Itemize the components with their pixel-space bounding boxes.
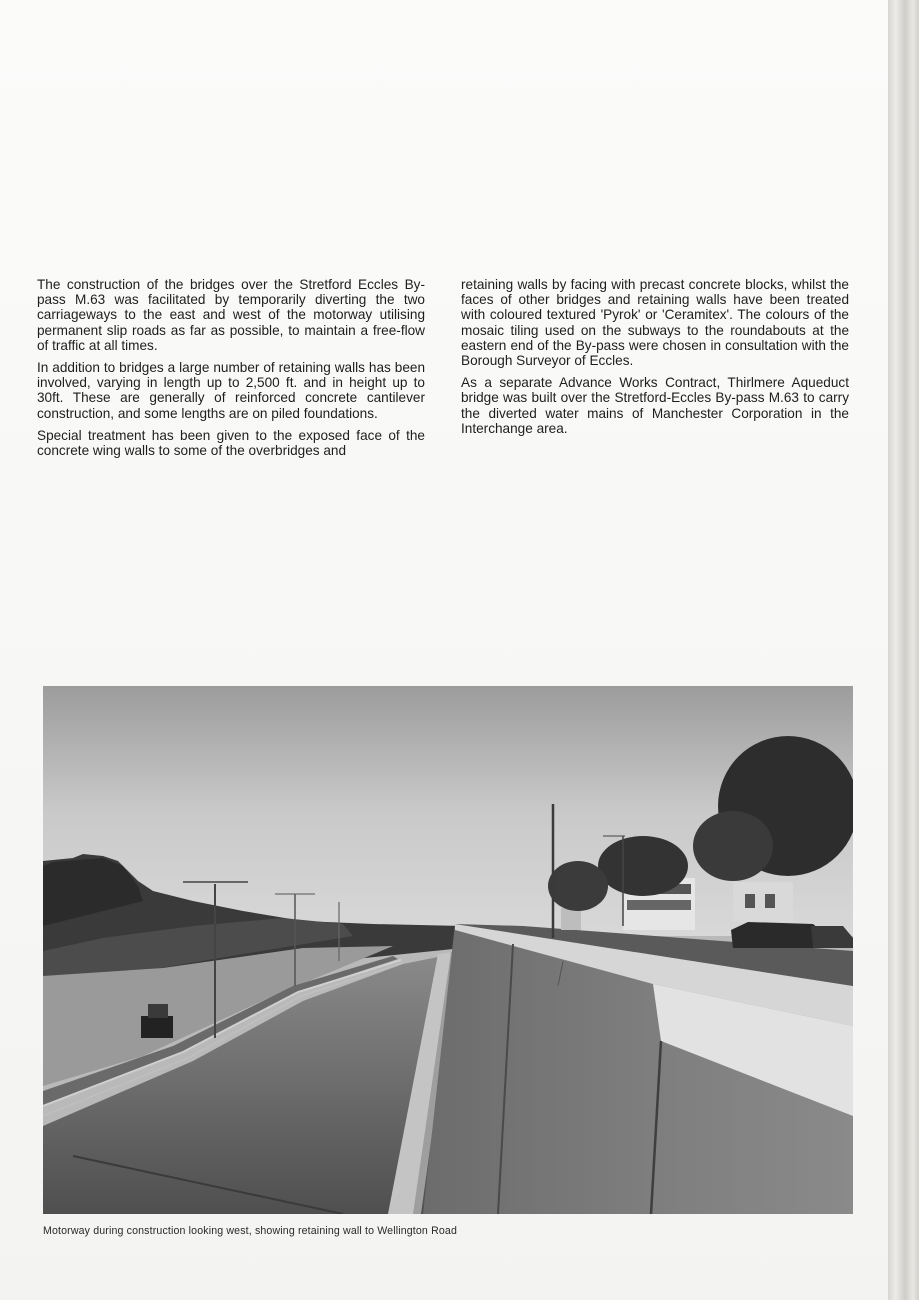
photo-caption: Motorway during construction looking west, showing retaining wall to Wellington Road bbox=[43, 1225, 457, 1237]
motorway-photograph bbox=[43, 686, 853, 1214]
paragraph: The construction of the bridges over the Stretford Eccles By-pass M.63 was facilitated by temporarily diverting the two carriageways to the east and west of the motorway utilising permanent slip roads as far as possible, to maintain a free-flow of traffic at all times. bbox=[37, 277, 425, 353]
paragraph: Special treatment has been given to the exposed face of the concrete wing walls to some of the overbridges and bbox=[37, 427, 425, 459]
page-edge bbox=[888, 0, 919, 1300]
paragraph: As a separate Advance Works Contract, Thirlmere Aqueduct bridge was built over the Stretford-Eccles By-pass M.63 to carry the diverted water mains of Manchester Corporation in the Interchange area. bbox=[461, 375, 849, 436]
text-column-right bbox=[461, 277, 849, 443]
text-column-left bbox=[37, 277, 425, 465]
paragraph: In addition to bridges a large number of retaining walls has been involved, varying in length up to 2,500 ft. and in height up to 30ft. These are generally of reinforced concrete cantilever construction, and some lengths are on piled foundations. bbox=[37, 360, 425, 421]
paragraph: retaining walls by facing with precast concrete blocks, whilst the faces of other bridges and retaining walls have been treated with coloured textured 'Pyrok' or 'Ceramitex'. The colours of the mosaic tiling used on the subways to the roundabouts at the eastern end of the By-pass were chosen in consultation with the Borough Surveyor of Eccles. bbox=[461, 277, 849, 369]
